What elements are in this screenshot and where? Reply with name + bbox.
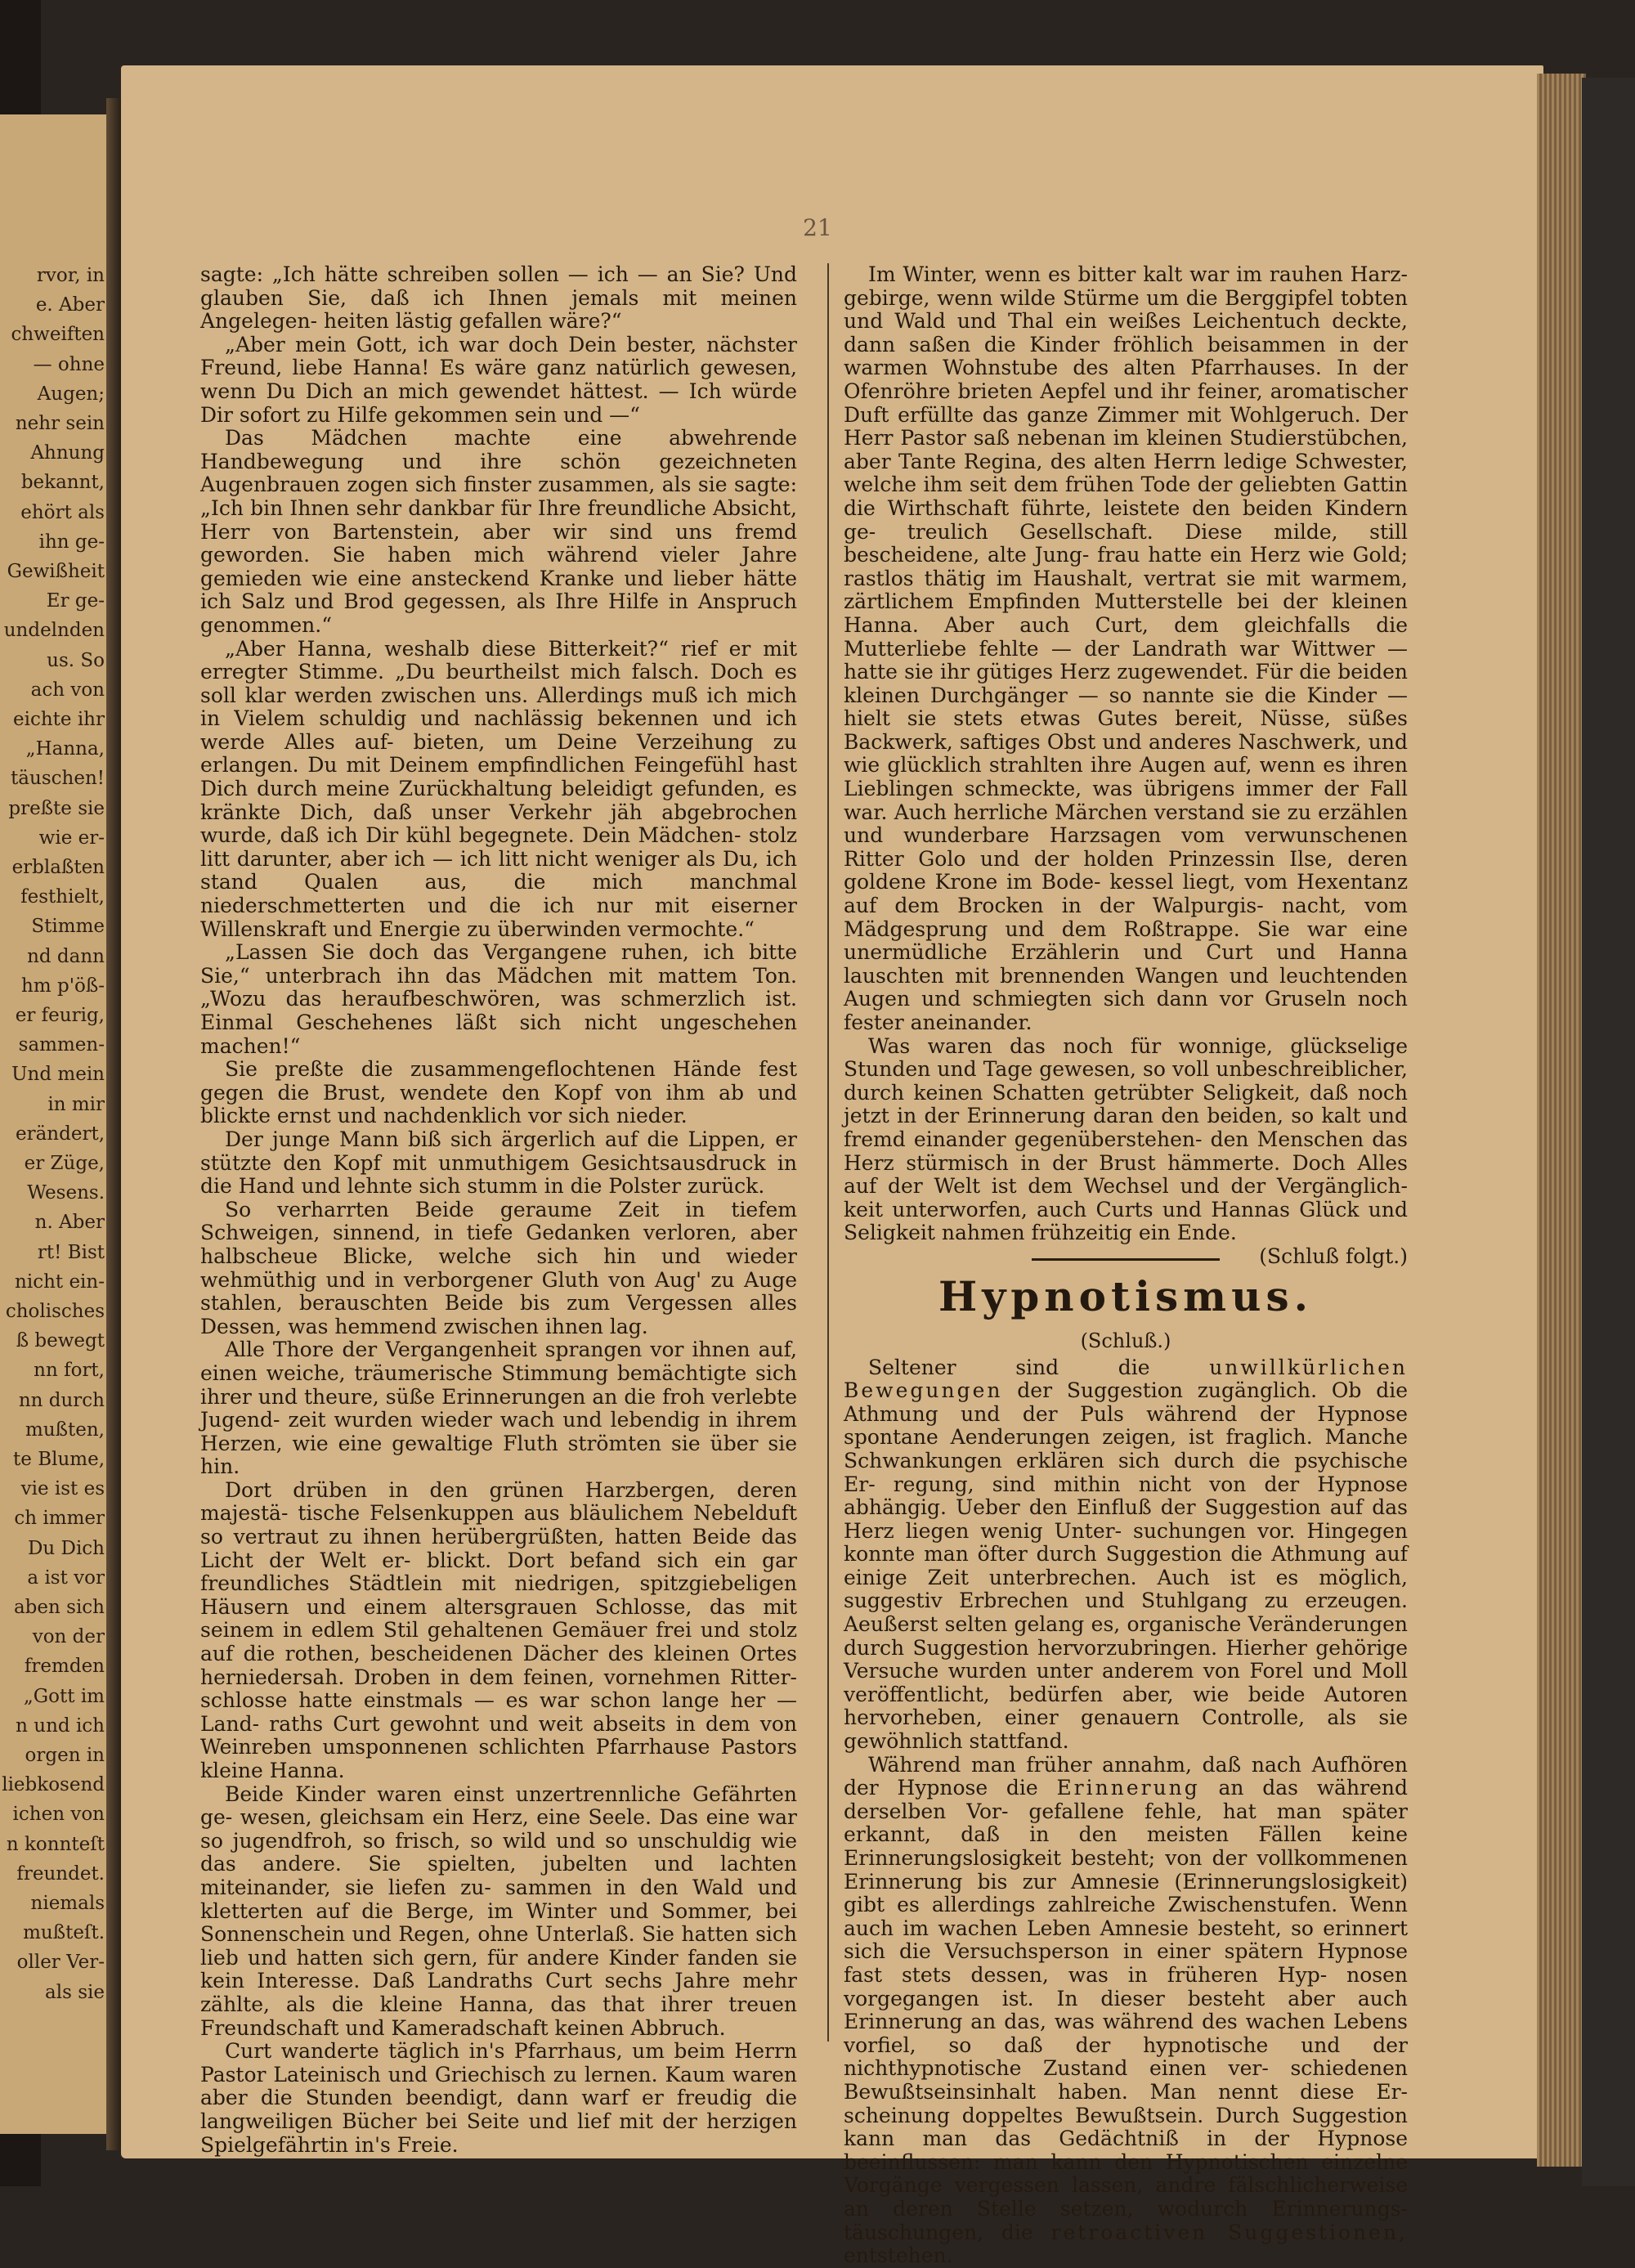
- left-page-fragment: nd dann: [27, 945, 105, 967]
- left-page-fragment: bekannt,: [20, 472, 105, 494]
- left-page-fragment: ehört als: [20, 501, 105, 523]
- page-stack-edge: [1537, 74, 1586, 2167]
- left-page-fragment: von der: [32, 1626, 105, 1648]
- paragraph: „Lassen Sie doch das Vergangene ruhen, ich bitte Sie,“ unterbrach ihn das Mädchen mit mattem Ton. „Wozu das heraufbeschwören, was schmerzlich ist. Einmal Geschehenes läßt sich nicht ungeschehen machen!“: [200, 940, 797, 1058]
- left-page-fragment: erblaßten: [11, 857, 105, 878]
- section-subtitle: (Schluß.): [1080, 1329, 1171, 1352]
- left-page-fragment: sammen-: [18, 1034, 105, 1056]
- left-page-fragment: us. So: [47, 649, 105, 671]
- left-page-fragment: festhielt,: [20, 886, 105, 908]
- text-run: Während man früher annahm, daß nach Aufhören der Hypnose die: [844, 1752, 1408, 1800]
- paragraph: Sie preßte die zusammengeflochtenen Hände fest gegen die Brust, wendete den Kopf von ihm ab und blickte ernst und nachdenklich vor sich nieder.: [200, 1057, 797, 1128]
- left-page-fragment: orgen in: [25, 1745, 105, 1766]
- left-page-fragment: nn durch: [18, 1389, 105, 1411]
- left-page-fragment: — ohne: [33, 353, 105, 375]
- text-run: Seltener sind die: [868, 1355, 1150, 1379]
- left-page-fragment: Wesens.: [27, 1182, 105, 1204]
- emphasis: Erinnerung: [1056, 1776, 1200, 1800]
- left-page-fragment: n und ich: [16, 1714, 105, 1737]
- left-page-fragment: nicht ein-: [15, 1271, 105, 1293]
- paragraph: Beide Kinder waren einst unzertrennliche Gefährten ge- wesen, gleichsam ein Herz, eine Seele. Das eine war so jugendfroh, so frisch, so wild und so unschuldig wie das andere. Sie spielten, jubelten und lachten miteinander, sie liefen zu- sammen in den Wald und kletterten auf die Berge, im Winter und Sommer, bei Sonnenschein und Regen, ohne Unterlaß. Sie hatten sich lieb und hatten sich gern, für andere Kinder fanden sie kein Interesse. Daß Landraths Curt sechs Jahre mehr zählte, als die kleine Hanna, das that ihrer treuen Freundschaft und Kameradschaft keinen Abbruch.: [200, 1782, 797, 2040]
- left-page-fragment: n. Aber: [34, 1212, 105, 1234]
- left-page-fragment: Stimme: [31, 916, 105, 938]
- left-page-fragment: oller Ver-: [16, 1952, 105, 1974]
- left-page-fragment: ach von: [30, 679, 105, 701]
- left-page-fragment: fremden: [24, 1656, 105, 1678]
- left-page-fragment: mußten,: [25, 1419, 105, 1441]
- left-page-fragment: Augen;: [37, 383, 105, 405]
- left-page-fragment: in mir: [47, 1093, 105, 1115]
- left-page-fragment: n konnteſt: [6, 1833, 105, 1855]
- left-page-fragment: rt! Bist: [37, 1241, 105, 1263]
- paragraph-text: Was waren das noch für wonnige, glückselige Stunden und Tage gewesen, so voll unbeschreiblicher, durch keinen Schatten getrübter Seligkeit, daß noch jetzt in der Erinnerung daran den beiden, so kalt und fremd einander gegenüberstehen- den Menschen das Herz stürmisch in der Brust hämmerte. Doch Alles auf der Welt ist dem Wechsel und der Vergänglich- keit unterworfen, auch Curts und Hannas Glück und Seligkeit nahmen frühzeitig ein Ende.: [844, 1033, 1408, 1245]
- left-page-fragment: erändert,: [15, 1123, 105, 1145]
- page-number: 21: [803, 214, 832, 241]
- paragraph: „Aber mein Gott, ich war doch Dein bester, nächster Freund, liebe Hanna! Es wäre ganz natürlich gewesen, wenn Du Dich an mich gewendet hättest. — Ich würde Dir sofort zu Hilfe gekommen sein und —“: [200, 332, 797, 427]
- left-page-fragment: er Züge,: [24, 1153, 105, 1174]
- paragraph: Curt wanderte täglich in's Pfarrhaus, um beim Herrn Pastor Lateinisch und Griechisch zu lernen. Kaum waren aber die Stunden beendigt, dann warf er freudig die langweiligen Bücher bei Seite und lief mit der herzigen Spielgefährtin in's Freie.: [200, 2039, 797, 2157]
- left-page-fragment: aben sich: [13, 1597, 105, 1618]
- left-page-fragment: Gewißheit: [7, 561, 105, 582]
- left-page-fragment: Und mein: [11, 1064, 105, 1086]
- emphasis: retroactiven Suggestionen,: [1050, 2220, 1409, 2244]
- left-page-fragment: „Hanna,: [25, 738, 105, 760]
- left-page-fragment: nehr sein: [15, 413, 105, 434]
- left-page-fragment: vie ist es: [20, 1478, 105, 1500]
- paragraph: Der junge Mann biß sich ärgerlich auf die Lippen, er stützte den Kopf mit unmuthigem Gesichtsausdruck in die Hand und lehnte sich stumm in die Polster zurück.: [200, 1127, 797, 1199]
- left-page-fragment: „Gott im: [23, 1685, 105, 1707]
- paragraph: Dort drüben in den grünen Harzbergen, deren majestä- tische Felsenkuppen aus bläulichem Nebelduft so vertraut zu ihnen herübergrüßten, hatten Beide das Licht der Welt er- blickt. Dort befand sich ein gar freundliches Städtlein mit niedrigen, spitzgiebeligen Häusern und einem altersgrauen Schlosse, das mit seinem in edlem Stil gehaltenen Gemäuer frei und stolz auf die rothen, bescheidenen Dächer des kleinen Ortes herniedersah. Droben in dem feinen, vornehmen Ritter- schlosse hatte einstmals — es war schon lange her — Land- raths Curt gewohnt und weit abseits in dem von Weinreben umsponnenen schlichten Pfarrhause Pastors kleine Hanna.: [200, 1477, 797, 1782]
- left-page-fragment: niemals: [30, 1893, 105, 1914]
- left-page-fragment: undelnden: [3, 620, 105, 642]
- continuation-note: (Schluß folgt.): [1259, 1244, 1408, 1268]
- left-page-fragment: mußteſt.: [23, 1922, 105, 1944]
- left-page-fragment: chweiften: [11, 324, 105, 346]
- book-cover: [1582, 78, 1635, 2186]
- column-divider: [827, 263, 829, 2042]
- left-page-fragment: wie er-: [38, 827, 105, 849]
- paragraph: [844, 1356, 1408, 1754]
- left-page-fragment: eichte ihr: [13, 709, 105, 730]
- left-page-fragment: ichen von: [12, 1804, 105, 1826]
- section-divider: [1032, 1258, 1220, 1261]
- text-run: der Suggestion zugänglich. Ob die Athmung und der Puls während der Hypnose spontane Aenderungen zeigen, ist fraglich. Manche Schwankungen erklären sich durch die psychische Er- regung, sind mithin nicht von der Hypnose abhängig. Ueber den Einfluß der Suggestion auf das Herz liegen wenig Unter- suchungen vor. Hingegen konnte man öfter durch Suggestion die Athmung auf einige Zeit unterbrechen. Auch ist es möglich, suggestiv Erbrechen und Stuhlgang zu erzeugen. Aeußerst selten gelang es, organische Veränderungen durch Suggestion hervorzubringen. Hierher gehörige Versuche wurden unter anderem von Forel und Moll veröffentlicht, bedürfen aber, wie beide Autoren hervorheben, einer genauern Controlle, als sie gewöhnlich stattfand.: [844, 1378, 1408, 1754]
- left-page-fragment: liebkosend: [2, 1774, 105, 1796]
- left-page-fragment: a ist vor: [27, 1567, 105, 1589]
- paragraph: „Aber Hanna, weshalb diese Bitterkeit?“ rief er mit erregter Stimme. „Du beurtheilst mich falsch. Doch es soll klar werden zwischen uns. Allerdings muß ich mich in Vielem schuldig und nachlässig bekennen und ich werde Alles auf- bieten, um Deine Verzeihung zu erlangen. Du mit Deinem empfindlichen Feingefühl hast Dich durch meine Zurückhaltung beleidigt gefunden, es kränkte Dich, daß unser Verkehr jäh abgebrochen wurde, daß ich Dir kühl begegnete. Dein Mädchen- stolz litt darunter, aber ich — ich litt nicht weniger als Du, ich stand Qualen aus, die mich manchmal niederschmetterten und die ich nur mit eiserner Willenskraft und Energie zu überwinden vermochte.“: [200, 636, 797, 941]
- paragraph: [844, 1754, 1408, 2268]
- section-title: Hypnotismus.: [938, 1271, 1313, 1320]
- paragraph: So verharrten Beide geraume Zeit in tiefem Schweigen, sinnend, in tiefe Gedanken verloren, aber halbscheue Blicke, welche sich hin und wieder wehmüthig und in verborgener Gluth von Aug' zu Auge stahlen, berauschten Beide bis zum Vergessen alles Dessen, was hemmend zwischen ihnen lag.: [200, 1197, 797, 1338]
- left-page-fragment: hm p'öß-: [21, 975, 105, 997]
- paragraph: Das Mädchen machte eine abwehrende Handbewegung und ihre schön gezeichneten Augenbrauen zogen sich finster zusammen, als sie sagte: „Ich bin Ihnen sehr dankbar für Ihre freundliche Absicht, Herr von Bartenstein, aber wir sind uns fremd geworden. Sie haben mich während vieler Jahre gemieden wie eine ansteckend Kranke und lieber hätte ich Salz und Brod gegessen, als Ihre Hilfe in Anspruch genommen.“: [200, 426, 797, 637]
- left-page-fragment: als sie: [45, 1981, 105, 2003]
- left-page-fragment: ß bewegt: [16, 1330, 105, 1352]
- left-page-fragment: er feurig,: [15, 1005, 105, 1026]
- previous-page-edge: [0, 114, 116, 2134]
- text-run: an das während derselben Vor- gefallene fehle, hat man später erkannt, daß in den meisten Fällen keine Erinnerungslosigkeit besteht; von der vollkommenen Erinnerung bis zur Amnesie (Erinnerungslosigkeit) gibt es allerdings zahlreiche Zwischenstufen. Wenn auch im wachen Leben Amnesie besteht, so erinnert sich die Versuchsperson in einer spätern Hypnose fast stets dessen, was in früheren Hyp- nosen vorgegangen ist. In dieser besteht aber auch Erinnerung an das, was während des wachen Lebens vorfiel, so daß der hypnotische und der nichthypnotische Zustand einen ver- schiedenen Bewußtseinsinhalt haben. Man nennt diese Er- scheinung doppeltes Bewußtsein. Durch Suggestion kann man das Gedächtniß in der Hypnose beeinflussen: man kann den Hypnotischen einzelne Vorgänge vergessen lassen, andre fälschlicherweise an deren Stelle setzen, wodurch Erinnerungs- täuschungen, die: [844, 1776, 1408, 2244]
- paragraph: Im Winter, wenn es bitter kalt war im rauhen Harz- gebirge, wenn wilde Stürme um die Berggipfel tobten und Wald und Thal ein weißes Leichentuch deckte, dann saßen die Kinder fröhlich beisammen in der warmen Wohnstube des alten Pfarrhauses. In der Ofenröhre brieten Aepfel und ihr feiner, aromatischer Duft erfüllte das ganze Zimmer mit Wohlgeruch. Der Herr Pastor saß nebenan im kleinen Studierstübchen, aber Tante Regina, des alten Herrn ledige Schwester, welche ihm seit dem frühen Tode der geliebten Gattin die Wirthschaft führte, leistete den beiden Kindern ge- treulich Gesellschaft. Diese milde, still bescheidene, alte Jung- frau hatte ein Herz wie Gold; rastlos thätig im Haushalt, vertrat sie mit warmem, zärtlichem Empfinden Mutterstelle bei der kleinen Hanna. Aber auch Curt, dem gleichfalls die Mutterliebe fehlte — der Landrath war Wittwer — hatte sie ihr gütiges Herz zugewendet. Für die beiden kleinen Durchgänger — so nannte sie die Kinder — hielt sie stets etwas Gutes bereit, Nüsse, süßes Backwerk, saftiges Obst und anderes Naschwerk, und wie glücklich strahlten ihre Augen auf, wenn es ihren Lieblingen schmeckte, was übrigens immer der Fall war. Auch herrliche Märchen verstand sie zu erzählen und wunderbare Harzsagen vom verwunschenen Ritter Golo und der holden Prinzessin Ilse, deren goldene Krone im Bode- kessel liegt, vom Hexentanz auf dem Brocken in der Walpurgis- nacht, vom Mädgesprung und dem Roßtrappe. Sie war eine unermüdliche Erzählerin und Curt und Hanna lauschten mit brennenden Wangen und leuchtenden Augen und schmiegten sich dann vor Gruseln noch fester aneinander.: [844, 262, 1408, 1034]
- paragraph: [844, 1033, 1408, 1268]
- left-page-fragment: ch immer: [14, 1508, 105, 1530]
- left-column: [200, 263, 797, 2157]
- left-page-fragment: cholisches: [5, 1301, 105, 1322]
- paragraph: Alle Thore der Vergangenheit sprangen vor ihnen auf, einen weiche, träumerische Stimmung bemächtigte sich ihrer und theure, süße Erinnerungen an die froh verlebte Jugend- zeit wurden wieder wach und lebendig in ihrem Herzen, wie eine gewaltige Fluth strömten sie über sie hin.: [200, 1338, 797, 1479]
- left-page-fragment: preßte sie: [8, 797, 105, 819]
- emphasis: unwillkürlichen Bewegungen: [844, 1355, 1408, 1403]
- left-page-fragment: freundet.: [16, 1862, 105, 1885]
- left-page-fragment: e. Aber: [35, 294, 105, 316]
- left-page-fragment: ihn ge-: [38, 531, 105, 553]
- left-page-fragment: täuschen!: [11, 768, 105, 790]
- right-column: [844, 263, 1408, 2268]
- text-run: entstehen.: [844, 2243, 953, 2268]
- left-page-fragment: nn fort,: [34, 1360, 105, 1382]
- left-page-fragment: Du Dich: [27, 1537, 105, 1559]
- left-page-fragment: te Blume,: [13, 1449, 105, 1470]
- left-page-fragment: Ahnung: [30, 442, 105, 464]
- left-page-fragment: Er ge-: [46, 590, 105, 612]
- left-page-fragment: rvor, in: [36, 265, 105, 286]
- paragraph: sagte: „Ich hätte schreiben sollen — ich — an Sie? Und glauben Sie, daß ich Ihnen jemals mit meinen Angelegen- heiten lästig gefallen wäre?“: [200, 262, 797, 334]
